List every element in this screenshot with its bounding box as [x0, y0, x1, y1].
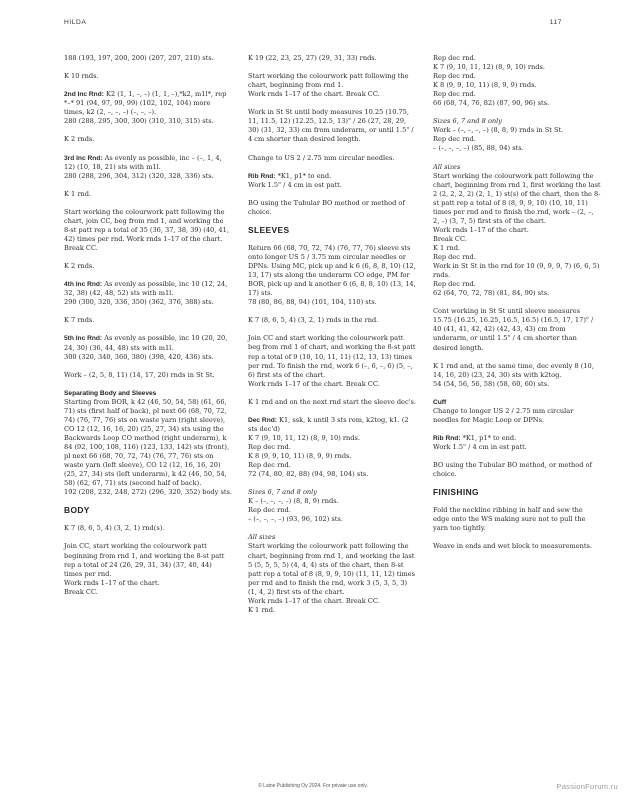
paragraph: K 1 rnd and on the next rnd start the sleeve dec's. [248, 397, 416, 406]
paragraph: Join CC, start working the colourwork patt beginning from rnd 1, and working the 8-st patt rep a total of 24 (26, 29, 31, 34) (37, 40, 44) times per rnd. Work rnds 1–17 of the chart. Break CC. [64, 542, 225, 596]
size-note: All sizes [248, 533, 276, 542]
paragraph: K 10 rnds. [64, 72, 99, 81]
paragraph: Fold the neckline ribbing in half and sew the edge onto the WS making sure not to pull the yarn too tightly. [433, 506, 586, 533]
page-number: 117 [549, 19, 562, 26]
instruction: Dec Rnd: K1, ssk, k until 3 sts rem, k2tog, k1. (2 sts dec'd) K 7 (9, 10, 11, 12) (8, 9, 10) rnds. Rep dec rnd. K 8 (9, 9, 10, 11) (8, 9, 9) rnds. Rep dec rnd. 72 (74, 80, 82, 88) (94, 98, 104) sts. [248, 415, 409, 479]
paragraph: Change to US 2 / 2.75 mm circular needles. [248, 153, 395, 162]
copyright-footer: © Laine Publishing Oy 2024. For private use only. [258, 783, 368, 789]
instruction-label: Dec Rnd: [248, 416, 277, 424]
subheading: Separating Body and Sleeves [64, 389, 157, 397]
instruction-label: 5th Inc Rnd: [64, 335, 103, 343]
instruction-label: 2nd Inc Rnd: [64, 91, 104, 99]
paragraph: K 1 rnd and, at the same time, dec evenly 8 (10, 14, 16, 20) (23, 24, 30) sts with k2tog. 54 (54, 56, 56, 58) (58, 60, 60) sts. [433, 361, 594, 388]
size-note: Sizes 6, 7 and 8 only [248, 488, 317, 497]
size-note: Sizes 6, 7 and 8 only [433, 117, 502, 126]
instruction: 3rd Inc Rnd: As evenly as possible, inc – (–, 1, 4, 12) (10, 18, 21) sts with m1l. 280 (288, 296, 304, 312) (320, 328, 336) sts. [64, 153, 222, 180]
paragraph: K 2 rnds. [64, 135, 95, 144]
paragraph: Return 66 (68, 70, 72, 74) (76, 77, 76) sleeve sts onto longer US 5 / 3.75 mm circular needles or DPNs. Using MC, pick up and k 6 (6, 8, 8, 10) (12, 13, 17) sts along the underarm CO edge, PM for BOR, pick up and k another 6 (6, 8, 8, 10) (13, 14, 17) sts. 78 (80, 86, 88, 94) (101, 104, 110) sts. [248, 243, 416, 307]
paragraph: K 2 rnds. [64, 262, 95, 271]
paragraph: Rep dec rnd. K 7 (9, 10, 11, 12) (8, 9, 10) rnds. Rep dec rnd. K 8 (9, 9, 10, 11) (8, 9, 9) rnds. Rep dec rnd. 66 (68, 74, 76, 82) (87, 90, 96) sts. [433, 54, 550, 108]
paragraph: K 7 (8, 6, 5, 4) (3, 2, 1) rnd(s). [64, 524, 165, 533]
paragraph: K 7 (8, 6, 5, 4) (3, 2, 1) rnds in the rnd. [248, 316, 379, 325]
section-heading: BODY [64, 505, 90, 516]
instruction: 4th Inc Rnd: As evenly as possible, inc 10 (12, 24, 32, 38) (42, 48, 52) sts with m1l. 290 (300, 320, 336, 350) (362, 376, 388) sts. [64, 280, 228, 307]
pattern-title: HILDA [64, 19, 87, 26]
paragraph: Weave in ends and wet block to measurements. [433, 542, 592, 551]
paragraph: Start working the colourwork patt following the chart, beginning from rnd 1. Work rnds 1–17 of the chart. Break CC. [248, 72, 409, 99]
paragraph: K – (–, –, –, –) (8, 8, 9) rnds. Rep dec rnd. – (–, –, –, –) (93, 96, 102) sts. [248, 497, 343, 524]
instruction-label: Rib Rnd: [433, 434, 461, 442]
paragraph: Start working the colourwork patt following the chart, beginning from rnd 1, first working the last 2 (2, 2, 2, 2) (2, 1, 1) st(s) of the chart, then the 8-st patt rep a total of 8 (8, 9, 9, 10) (10, 10, 11) times per rnd and to finish the rnd, work – (2, –, 2, –) (3, 7, 5) first sts of the chart. Work rnds 1–17 of the chart. Break CC. K 1 rnd. Rep dec rnd. Work in St St in the rnd for 10 (9, 9, 9, 7) (6, 6, 5) rnds. Rep dec rnd. 62 (64, 70, 72, 78) (81, 84, 90) sts. [433, 171, 601, 298]
paragraph: K 19 (22, 23, 25, 27) (29, 31, 33) rnds. [248, 54, 377, 62]
instruction: Rib Rnd: *K1, p1* to end. Work 1.5" / 4 cm in est patt. [248, 171, 342, 189]
column-1 [64, 54, 232, 606]
paragraph: Start working the colourwork patt following the chart, join CC, beg from rnd 1, and working the 8-st patt rep a total of 35 (36, 37, 38, 39) (40, 41, 42) times per rnd. Work rnds 1–17 of the chart. Break CC. [64, 207, 229, 252]
instruction-label: 3rd Inc Rnd: [64, 154, 103, 162]
paragraph: Work in St St until body measures 10.25 (10.75, 11, 11.5, 12) (12.25, 12.5, 13)" / 26 (27, 28, 29, 30) (31, 32, 33) cm from underarm, or until 1.5" / 4 cm shorter than desired length. [248, 108, 414, 144]
running-header [64, 19, 562, 31]
paragraph: Change to longer US 2 / 2.75 mm circular needles for Magic Loop or DPNs. [433, 406, 574, 424]
paragraph: Cont working in St St until sleeve measures 15.75 (16.25, 16.25, 16.5, 16.5) (16.5, 17, 17)" / 40 (41, 41, 42, 42) (42, 43, 43) cm from underarm, or until 1.5" / 4 cm shorter than desired length. [433, 307, 594, 352]
instruction-label: 4th Inc Rnd: [64, 281, 103, 289]
paragraph: Start working the colourwork patt following the chart, beginning from rnd 1, and working the last 5 (5, 5, 5, 5) (4, 4, 4) sts of the chart, then 8-st patt rep a total of 8 (8, 9, 9, 10) (11, 11, 12) times per rnd and to finish the rnd, work 3 (5, 3, 5, 3) (1, 4, 2) first sts of the chart. Work rnds 1–17 of the chart. Break CC. K 1 rnd. [248, 542, 416, 614]
section-heading: FINISHING [433, 487, 479, 498]
paragraph: BO using the Tubular BO method, or method of choice. [433, 461, 592, 479]
subheading: Cuff [433, 398, 447, 406]
paragraph: Work – (2, 5, 8, 11) (14, 17, 20) rnds in St St. [64, 370, 215, 379]
instruction-label: Rib Rnd: [248, 172, 276, 180]
watermark: PassionForum.ru [556, 782, 618, 791]
instruction: Rib Rnd: *K1, p1* to end. Work 1.5" / 4 cm in est patt. [433, 433, 527, 452]
paragraph: Join CC and start working the colourwork patt beg from rnd 1 of chart, and working the 8-st patt rep a total of 9 (10, 10, 11, 11) (12, 13, 13) times per rnd. To finish the rnd, work 6 (–, 6, –, 6) (5, –, 6) first sts of the chart. Work rnds 1–17 of the chart. Break CC. [248, 334, 416, 388]
paragraph: Starting from BOR, k 42 (46, 50, 54, 58) (61, 66, 71) sts (first half of back), pl next 66 (68, 70, 72, 74) (76, 77, 76) sts on waste yarn (right sleeve), CO 12 (12, 16, 16, 20) (25, 27, 34) sts using the Backwards Loop CO method (right underarm), k 84 (92, 100, 108, 116) (123, 133, 142) sts (front), pl next 66 (68, 70, 72, 74) (76, 77, 76) sts on waste yarn (left sleeve), CO 12 (12, 16, 16, 20) (25, 27, 34) sts (left underarm), k 42 (46, 50, 54, 58) (62, 67, 71) sts (second half of back). 192 (208, 232, 248, 272) (296, 320, 352) body sts. [64, 397, 232, 497]
column-3 [433, 54, 601, 561]
size-note: All sizes [433, 162, 461, 171]
paragraph: K 7 rnds. [64, 316, 95, 325]
paragraph: 188 (193, 197, 200, 200) (207, 207, 210) sts. [64, 54, 214, 62]
paragraph: BO using the Tubular BO method or method of choice. [248, 198, 405, 216]
instruction: 5th Inc Rnd: As evenly as possible, inc 10 (20, 20, 24, 30) (36, 44, 48) sts with m1l. 300 (320, 340, 360, 380) (398, 420, 436) sts. [64, 334, 228, 361]
instruction: 2nd Inc Rnd: K2 (1, 1, –, –) (1, 1, –),*k2, m1l*, rep *–* 91 (94, 97, 99, 99) (102, 102, 104) more times, k2 (2, –, –, –) (–, –, –). 280 (288, 295, 300, 300) (310, 310, 315) sts. [64, 90, 227, 126]
paragraph: K 1 rnd. [64, 189, 92, 198]
column-2 [248, 54, 416, 624]
paragraph: Work – (–, –, –, –) (8, 8, 9) rnds in St St. Rep dec rnd. – (–, –, –, –) (85, 88, 94) sts. [433, 126, 564, 153]
section-heading: SLEEVES [248, 224, 290, 235]
